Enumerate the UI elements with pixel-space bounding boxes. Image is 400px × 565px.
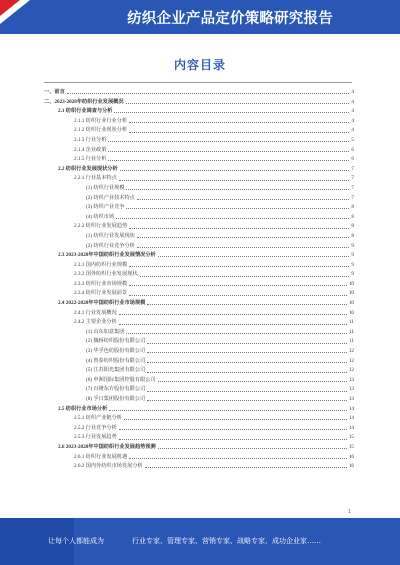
toc-entry-text: 二、2023-2028年纺织行业发展概况 xyxy=(44,98,125,108)
toc-entry[interactable] xyxy=(44,280,354,290)
toc-entry[interactable] xyxy=(44,366,354,376)
toc-heading: 内容目录 xyxy=(173,58,226,72)
toc-entry[interactable] xyxy=(44,405,354,415)
toc-entry-page: 11 xyxy=(349,338,354,345)
toc-entry-text: (4) 鲁泰纺织股份有限公司 xyxy=(86,357,146,367)
toc-entry[interactable] xyxy=(44,222,354,232)
toc-leader-dots xyxy=(147,362,347,363)
toc-entry-text: (2) 纺织产业技术特点 xyxy=(86,194,136,204)
toc-entry-text: 2.2 纺织行业发展现状分析 xyxy=(58,165,119,175)
toc-entry-page: 13 xyxy=(348,396,354,402)
toc-entry-text: 2.3.2 国外纺织行业发展现状 xyxy=(74,270,139,280)
toc-entry-text: 2.6 2023-2028年中国纺织行业发展趋势预测 xyxy=(58,443,157,453)
toc-entry-text: 2.1 纺织行业调查与分析 xyxy=(58,107,113,117)
toc-entry-text: 2.5.1 纺织产业链分析 xyxy=(74,414,123,424)
toc-entry-page: 7 xyxy=(351,184,354,191)
table-of-contents xyxy=(44,88,354,472)
toc-entry-page: 14 xyxy=(348,405,354,412)
toc-leader-dots xyxy=(126,189,349,190)
toc-entry-text: (1) 纺织行业发展现状 xyxy=(86,232,136,242)
toc-entry[interactable] xyxy=(44,117,354,127)
toc-entry[interactable] xyxy=(44,126,354,136)
toc-entry[interactable] xyxy=(44,165,354,175)
toc-entry-text: 2.4 2022-2028年中国纺织行业市场规模 xyxy=(58,299,146,309)
toc-entry[interactable] xyxy=(44,88,354,98)
toc-entry-page: 7 xyxy=(351,175,354,182)
toc-entry-page: 8 xyxy=(351,204,354,211)
toc-entry-text: 2.5 纺织行业市场分析 xyxy=(58,405,108,415)
toc-entry-text: (4) 纺织市场 xyxy=(86,213,115,223)
toc-entry-text: 2.2.1 行业基本特点 xyxy=(74,174,118,184)
toc-leader-dots xyxy=(119,324,347,325)
toc-leader-dots xyxy=(145,467,347,468)
toc-leader-dots xyxy=(108,141,349,142)
toc-entry[interactable] xyxy=(44,395,354,405)
toc-entry-text: (1) 山东如意集团 xyxy=(86,328,125,338)
toc-leader-dots xyxy=(109,410,347,411)
toc-entry-page: 8 xyxy=(351,213,354,220)
toc-entry-text: 2.3.4 纺织行业发展前景 xyxy=(74,289,128,299)
toc-entry[interactable] xyxy=(44,107,354,117)
toc-entry[interactable] xyxy=(44,433,354,443)
toc-entry[interactable] xyxy=(44,414,354,424)
toc-entry-text: (2) 魏桥纺织股份有限公司 xyxy=(86,337,146,347)
toc-entry[interactable] xyxy=(44,443,354,453)
toc-entry-page: 14 xyxy=(348,415,354,422)
toc-entry[interactable] xyxy=(44,242,354,252)
toc-entry-text: 2.3 2023-2028年中国纺织行业发展情况分析 xyxy=(58,251,157,261)
toc-entry-text: 2.1.1 纺织行业行业分析 xyxy=(74,117,128,127)
toc-entry-page: 4 xyxy=(351,127,354,134)
logo-icon xyxy=(0,0,30,24)
toc-entry-page: 10 xyxy=(348,309,354,316)
toc-entry-page: 4 xyxy=(351,117,354,124)
toc-entry[interactable] xyxy=(44,194,354,204)
toc-entry[interactable] xyxy=(44,203,354,213)
toc-entry-page: 9 xyxy=(351,271,354,278)
toc-entry-text: (3) 纺织产业竞争 xyxy=(86,203,125,213)
toc-entry-page: 7 xyxy=(351,165,354,172)
toc-entry[interactable] xyxy=(44,270,354,280)
toc-leader-dots xyxy=(126,103,350,104)
footer-bar xyxy=(0,518,400,565)
toc-entry-page: 11 xyxy=(349,328,354,335)
toc-entry-text: 2.4.2 主要企业分析 xyxy=(74,318,118,328)
toc-entry[interactable] xyxy=(44,357,354,367)
toc-entry-text: (5) 江苏阳光集团有限公司 xyxy=(86,366,146,376)
toc-leader-dots xyxy=(116,218,349,219)
toc-leader-dots xyxy=(129,295,347,296)
toc-entry[interactable] xyxy=(44,347,354,357)
footer-slogan: 让每个人都能成为 xyxy=(48,537,104,545)
toc-entry-text: (2) 纺织行业竞争分析 xyxy=(86,242,136,252)
toc-entry[interactable] xyxy=(44,184,354,194)
toc-entry[interactable] xyxy=(44,385,354,395)
toc-entry[interactable] xyxy=(44,318,354,328)
toc-leader-dots xyxy=(158,448,347,449)
toc-leader-dots xyxy=(137,199,350,200)
toc-leader-dots xyxy=(119,439,347,440)
toc-entry[interactable] xyxy=(44,251,354,261)
toc-entry-text: (1) 纺织行业规模 xyxy=(86,184,125,194)
toc-entry-page: 15 xyxy=(348,434,354,441)
toc-entry-page: 8 xyxy=(351,232,354,239)
toc-entry[interactable] xyxy=(44,232,354,242)
toc-entry[interactable] xyxy=(44,453,354,463)
toc-entry-text: 2.2.2 纺织行业发展趋势 xyxy=(74,222,128,232)
toc-entry-page: 8 xyxy=(351,223,354,230)
toc-entry[interactable] xyxy=(44,424,354,434)
toc-leader-dots xyxy=(114,112,349,113)
toc-entry[interactable] xyxy=(44,98,354,108)
toc-entry-page: 10 xyxy=(348,280,354,287)
toc-entry-text: 2.5.3 行业发展趋势 xyxy=(74,433,118,443)
toc-entry-page: 16 xyxy=(348,463,354,470)
toc-entry-text: 2.3.3 纺织行业市场规模 xyxy=(74,280,128,290)
toc-entry[interactable] xyxy=(44,174,354,184)
toc-entry[interactable] xyxy=(44,261,354,271)
toc-leader-dots xyxy=(147,391,347,392)
toc-leader-dots xyxy=(119,429,347,430)
toc-entry-page: 15 xyxy=(348,443,354,450)
toc-entry[interactable] xyxy=(44,289,354,299)
header-bar xyxy=(0,0,400,34)
toc-entry-text: 2.4.1 行业发展概况 xyxy=(74,309,118,319)
toc-entry-text: 2.1.3 行业分析 xyxy=(74,136,107,146)
toc-entry[interactable] xyxy=(44,155,354,165)
toc-leader-dots xyxy=(108,151,349,152)
toc-entry-text: (8) 孚日集团股份有限公司 xyxy=(86,395,146,405)
footer-tagline: 行业专家、管理专家、营销专家、战略专家、成功企业家…… xyxy=(132,537,321,545)
toc-entry[interactable] xyxy=(44,136,354,146)
toc-entry-text: 一、前言 xyxy=(44,88,66,98)
toc-entry-page: 6 xyxy=(351,156,354,163)
toc-entry-page: 12 xyxy=(348,367,354,374)
toc-entry[interactable] xyxy=(44,213,354,223)
page-number: 1 xyxy=(348,509,351,515)
toc-leader-dots xyxy=(158,256,350,257)
toc-entry-page: 9 xyxy=(351,242,354,249)
toc-leader-dots xyxy=(137,237,350,238)
toc-entry-page: 4 xyxy=(351,89,354,95)
toc-leader-dots xyxy=(124,419,347,420)
toc-entry-text: 2.1.5 行业分析 xyxy=(74,155,107,165)
toc-entry-text: 2.6.2 国内外纺织市场发展分析 xyxy=(74,462,144,472)
toc-entry-page: 9 xyxy=(351,252,354,259)
toc-entry-page: 5 xyxy=(351,136,354,143)
toc-leader-dots xyxy=(147,343,347,344)
toc-leader-dots xyxy=(108,160,349,161)
toc-leader-dots xyxy=(140,276,350,277)
toc-entry-page: 16 xyxy=(348,453,354,460)
toc-entry-text: 2.5.2 行业竞争分析 xyxy=(74,424,118,434)
toc-leader-dots xyxy=(147,352,347,353)
toc-leader-dots xyxy=(119,180,350,181)
toc-entry-text: 2.1.2 纺织行业现状分析 xyxy=(74,126,128,136)
toc-entry-page: 14 xyxy=(348,424,354,431)
toc-leader-dots xyxy=(137,247,350,248)
toc-leader-dots xyxy=(129,266,349,267)
toc-entry-text: 2.1.4 企业政策 xyxy=(74,146,107,156)
toc-leader-dots xyxy=(129,458,347,459)
toc-entry-page: 12 xyxy=(348,348,354,355)
toc-entry-page: 13 xyxy=(348,376,354,383)
report-title: 纺织企业产品定价策略研究报告 xyxy=(127,11,333,27)
toc-entry-page: 10 xyxy=(348,290,354,297)
toc-entry-text: (6) 申洲国际集团控股有限公司 xyxy=(86,376,157,386)
toc-leader-dots xyxy=(158,381,347,382)
toc-entry-page: 7 xyxy=(351,194,354,201)
toc-entry[interactable] xyxy=(44,462,354,472)
toc-entry-page: 12 xyxy=(348,357,354,364)
toc-leader-dots xyxy=(129,285,347,286)
toc-leader-dots xyxy=(129,228,349,229)
toc-entry[interactable] xyxy=(44,376,354,386)
toc-entry-text: 2.3.1 国内纺织行业规模 xyxy=(74,261,128,271)
toc-entry-page: 11 xyxy=(349,319,354,326)
toc-entry[interactable] xyxy=(44,299,354,309)
toc-entry-text: (7) 百隆东方股份有限公司 xyxy=(86,385,146,395)
toc-leader-dots xyxy=(147,400,347,401)
toc-entry[interactable] xyxy=(44,146,354,156)
toc-leader-dots xyxy=(126,333,347,334)
toc-leader-dots xyxy=(129,122,349,123)
toc-entry-page: 10 xyxy=(348,300,354,307)
toc-entry-page: 4 xyxy=(351,108,354,115)
toc-leader-dots xyxy=(119,314,347,315)
toc-leader-dots xyxy=(129,132,349,133)
toc-entry[interactable] xyxy=(44,337,354,347)
toc-leader-dots xyxy=(67,93,350,94)
toc-leader-dots xyxy=(147,304,346,305)
toc-entry-page: 9 xyxy=(351,261,354,268)
toc-entry-text: (3) 华孚色纺股份有限公司 xyxy=(86,347,146,357)
toc-entry-page: 13 xyxy=(348,386,354,393)
toc-entry-page: 4 xyxy=(351,98,354,105)
toc-entry[interactable] xyxy=(44,309,354,319)
toc-leader-dots xyxy=(147,372,347,373)
toc-entry[interactable] xyxy=(44,328,354,338)
toc-divider xyxy=(44,82,352,83)
toc-leader-dots xyxy=(120,170,350,171)
toc-entry-text: 2.6.1 纺织行业发展机遇 xyxy=(74,453,128,463)
toc-leader-dots xyxy=(126,208,349,209)
toc-entry-page: 6 xyxy=(351,146,354,153)
